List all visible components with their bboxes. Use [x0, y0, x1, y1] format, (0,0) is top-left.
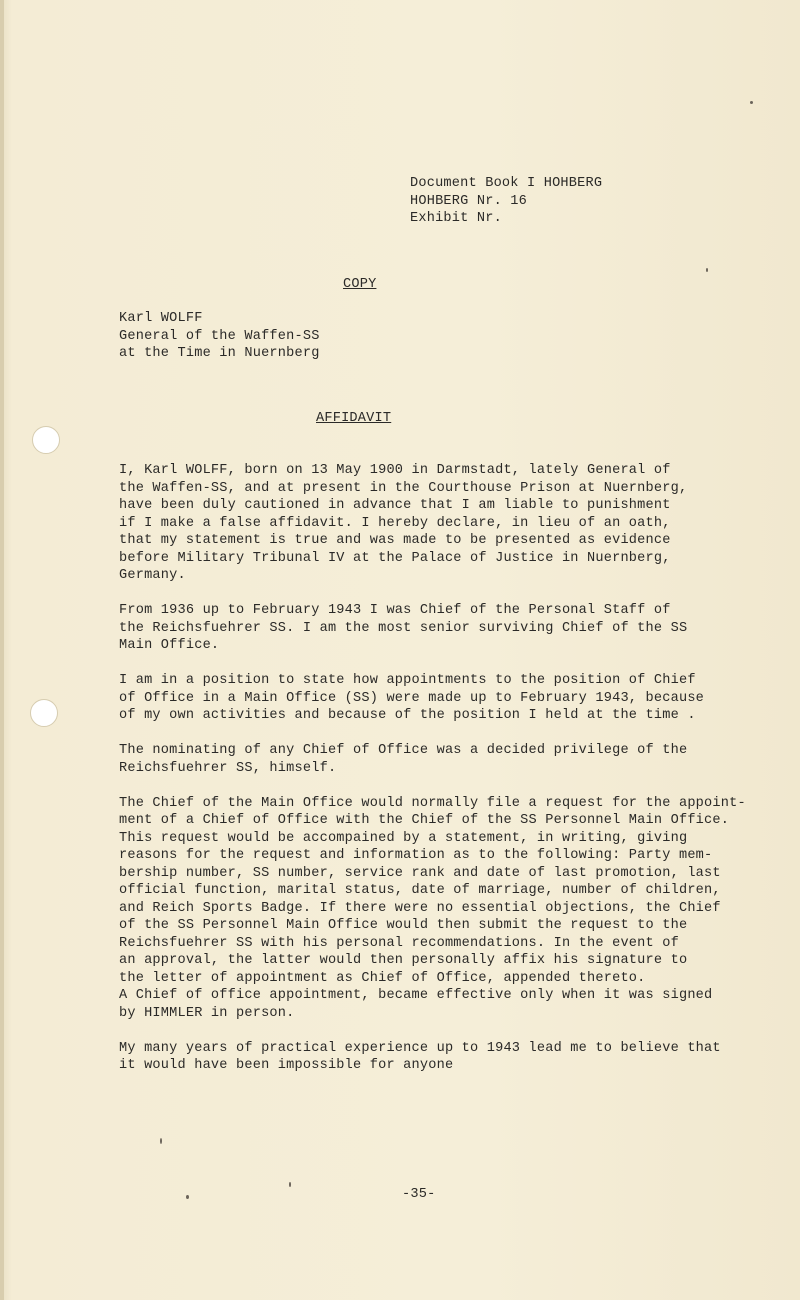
paragraph-experience: My many years of practical experience up to 1943 lead me to believe that it would have been impossible for anyone	[119, 1040, 721, 1073]
ink-speck	[289, 1182, 291, 1187]
ink-speck	[706, 268, 708, 272]
paragraph-declaration: I, Karl WOLFF, born on 13 May 1900 in Darmstadt, lately General of the Waffen-SS, and at present in the Courthouse Prison at Nuernberg, have been duly cautioned in advance that I am liable to punishment if I make a false affidavit. I hereby declare, in lieu of an oath, that my statement is true and was made to be presented as evidence before Military Tribunal IV at the Palace of Justice in Nuernberg, Germany.	[119, 463, 688, 583]
paragraph-procedure: The Chief of the Main Office would normally file a request for the appoint- ment of a Chief of Office with the Chief of the SS Personnel Main Office. This request would be accompained by a statement, in writing, giving reasons for the request and information as to the following: Party mem- bership number, SS number, service rank and date of last promotion, last official function, marital status, date of marriage, number of children, and Reich Sports Badge. If there were no essential objections, the Chief of the SS Personnel Main Office would then submit the request to the Reichsfuehrer SS with his personal recommendations. In the event of an approval, the latter would then personally affix his signature to the letter of appointment as Chief of Office, appended thereto. A Chief of office appointment, became effective only when it was signed by HIMMLER in person.	[119, 795, 746, 1021]
page-number: -35-	[402, 1187, 436, 1202]
punch-hole	[30, 699, 58, 727]
exhibit-line: Exhibit Nr.	[410, 211, 502, 226]
sender-title: General of the Waffen-SS	[119, 328, 320, 344]
paragraph-appointments: I am in a position to state how appointments to the position of Chief of Office in a Main Office (SS) were made up to February 1943, because of my own activities and because of the position I held at the time .	[119, 673, 705, 723]
document-reference	[410, 175, 670, 228]
ink-speck	[750, 101, 753, 104]
paragraph-privilege: The nominating of any Chief of Office was a decided privilege of the Reichsfuehrer SS, himself.	[119, 743, 688, 776]
document-number-line: HOHBERG Nr. 16	[410, 193, 528, 209]
affidavit-title: AFFIDAVIT	[316, 411, 392, 426]
copy-label: COPY	[343, 277, 377, 292]
affidavit-body	[119, 462, 759, 1092]
paragraph-personal-staff: From 1936 up to February 1943 I was Chief of the Personal Staff of the Reichsfuehrer SS. I am the most senior surviving Chief of the SS Main Office.	[119, 603, 688, 653]
sender-location: at the Time in Nuernberg	[119, 346, 320, 361]
ink-speck	[160, 1138, 162, 1144]
page-edge	[0, 0, 4, 1300]
punch-hole	[32, 426, 60, 454]
ink-speck	[186, 1195, 189, 1199]
document-book-line: Document Book I HOHBERG	[410, 176, 603, 191]
sender-name: Karl WOLFF	[119, 311, 203, 326]
sender-block	[119, 310, 439, 363]
